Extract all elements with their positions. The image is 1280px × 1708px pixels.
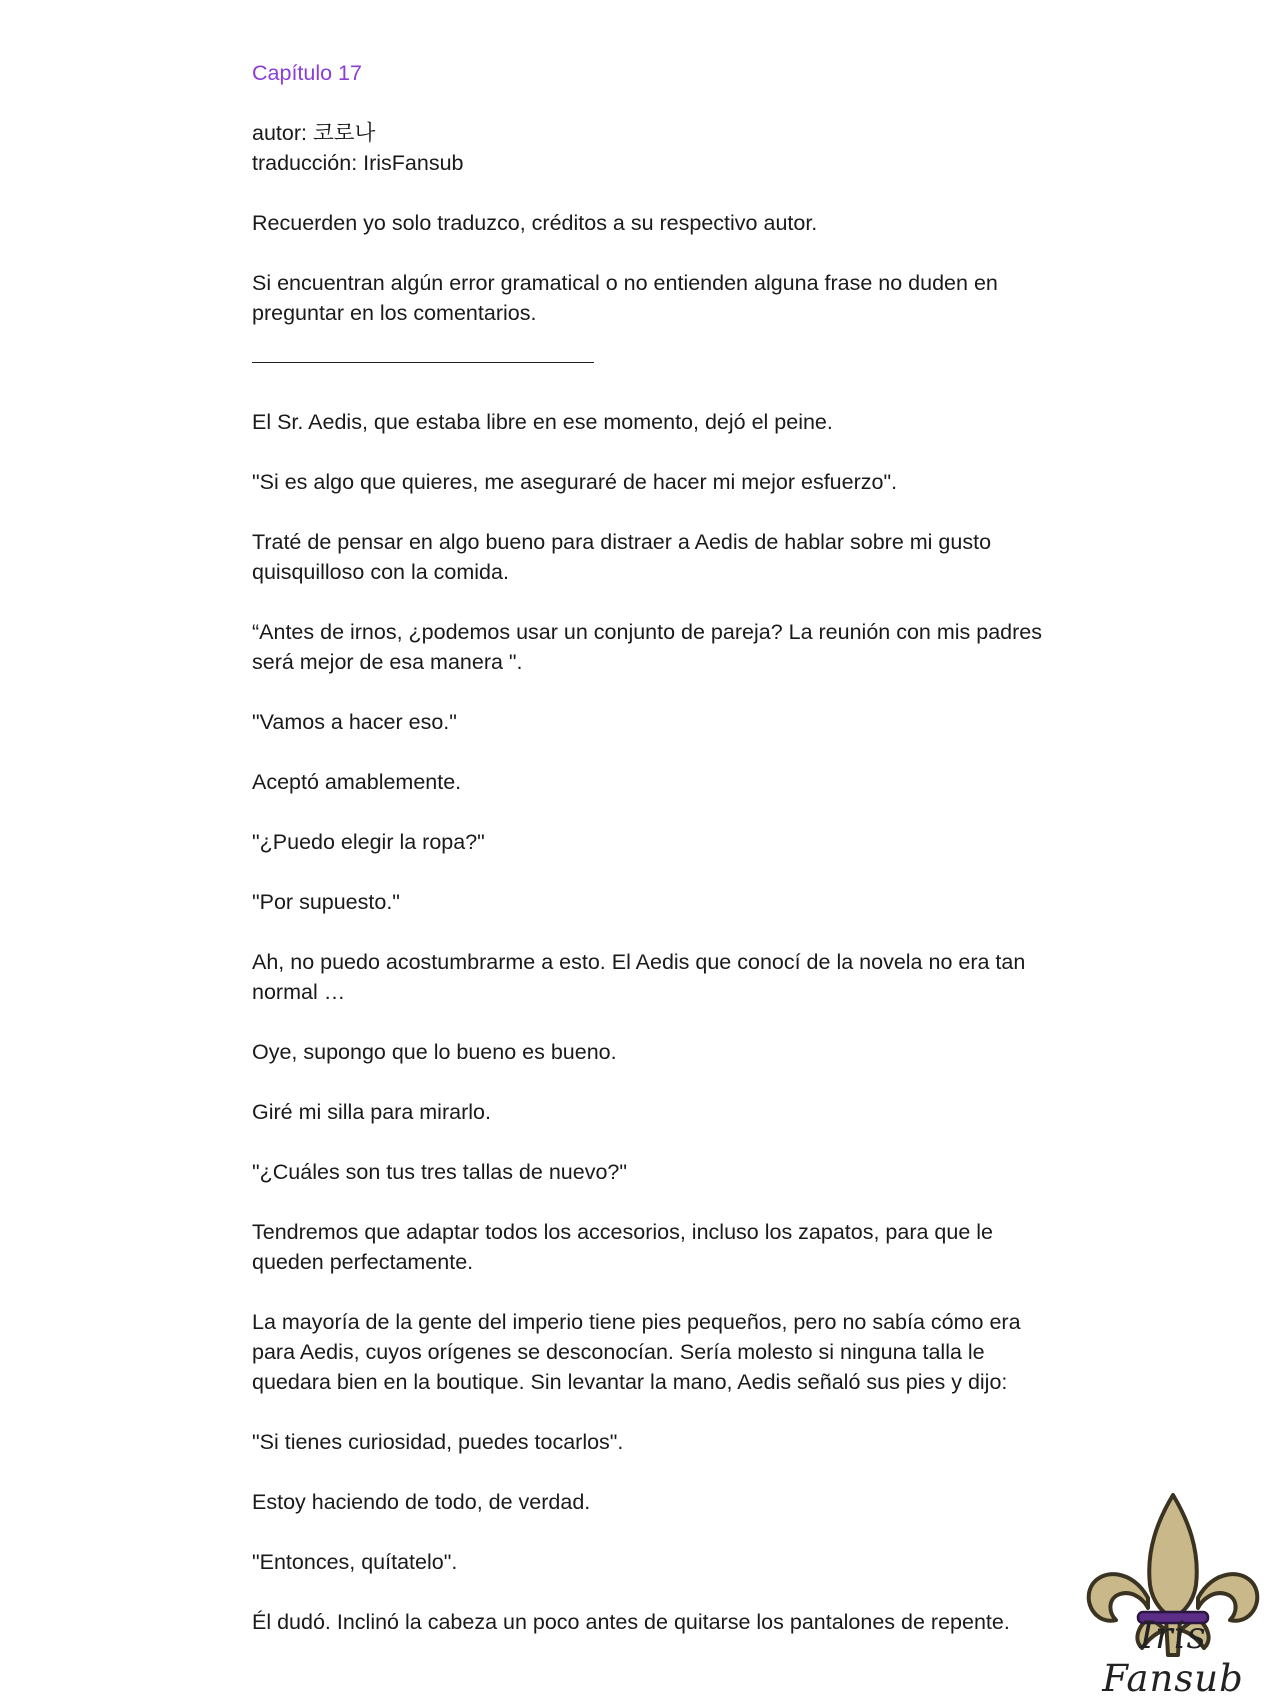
story-paragraph: Oye, supongo que lo bueno es bueno.: [252, 1040, 617, 1064]
story-paragraph: El Sr. Aedis, que estaba libre en ese momento, dejó el peine.: [252, 410, 833, 434]
iris-fansub-logo: [1078, 1490, 1268, 1708]
credits: [252, 118, 1042, 178]
story-paragraph: Tendremos que adaptar todos los accesorios, incluso los zapatos, para que le queden perfectamente.: [252, 1220, 993, 1274]
story-paragraph: "Si tienes curiosidad, puedes tocarlos".: [252, 1430, 624, 1454]
story-paragraph: Traté de pensar en algo bueno para distraer a Aedis de hablar sobre mi gusto quisquilloso con la comida.: [252, 530, 992, 584]
author-line: autor: 코로나: [252, 121, 376, 145]
story-paragraph: "¿Cuáles son tus tres tallas de nuevo?": [252, 1160, 627, 1184]
story-paragraph: Giré mi silla para mirarlo.: [252, 1100, 491, 1124]
story-paragraph: Ah, no puedo acostumbrarme a esto. El Aedis que conocí de la novela no era tan normal …: [252, 950, 1026, 1004]
story-paragraph: La mayoría de la gente del imperio tiene pies pequeños, pero no sabía cómo era para Aedis, cuyos orígenes se desconocían. Sería molesto si ninguna talla le quedara bien en la boutique. Sin levantar la mano, Aedis señaló sus pies y dijo:: [252, 1310, 1021, 1394]
chapter-title: Capítulo 17: [252, 61, 362, 85]
story-paragraph: "Vamos a hacer eso.": [252, 710, 457, 734]
story-paragraph: "Por supuesto.": [252, 890, 400, 914]
story-paragraph: “Antes de irnos, ¿podemos usar un conjunto de pareja? La reunión con mis padres será mejor de esa manera ".: [252, 620, 1042, 674]
note-credits: Recuerden yo solo traduzco, créditos a su respectivo autor.: [252, 211, 818, 235]
story-paragraph: "Si es algo que quieres, me aseguraré de hacer mi mejor esfuerzo".: [252, 470, 898, 494]
story-paragraph: Él dudó. Inclinó la cabeza un poco antes de quitarse los pantalones de repente.: [252, 1610, 1010, 1634]
watermark-text: Iris Fansub: [1102, 1614, 1244, 1700]
story-paragraph: Estoy haciendo de todo, de verdad.: [252, 1490, 591, 1514]
document-body: [252, 58, 1042, 1667]
section-divider: [252, 362, 594, 363]
translation-line: traducción: IrisFansub: [252, 151, 464, 175]
note-errors: Si encuentran algún error gramatical o no entienden alguna frase no duden en preguntar en los comentarios.: [252, 271, 998, 325]
story-paragraph: Aceptó amablemente.: [252, 770, 462, 794]
story-text: [252, 407, 1042, 1637]
story-paragraph: "Entonces, quítatelo".: [252, 1550, 458, 1574]
story-paragraph: "¿Puedo elegir la ropa?": [252, 830, 485, 854]
